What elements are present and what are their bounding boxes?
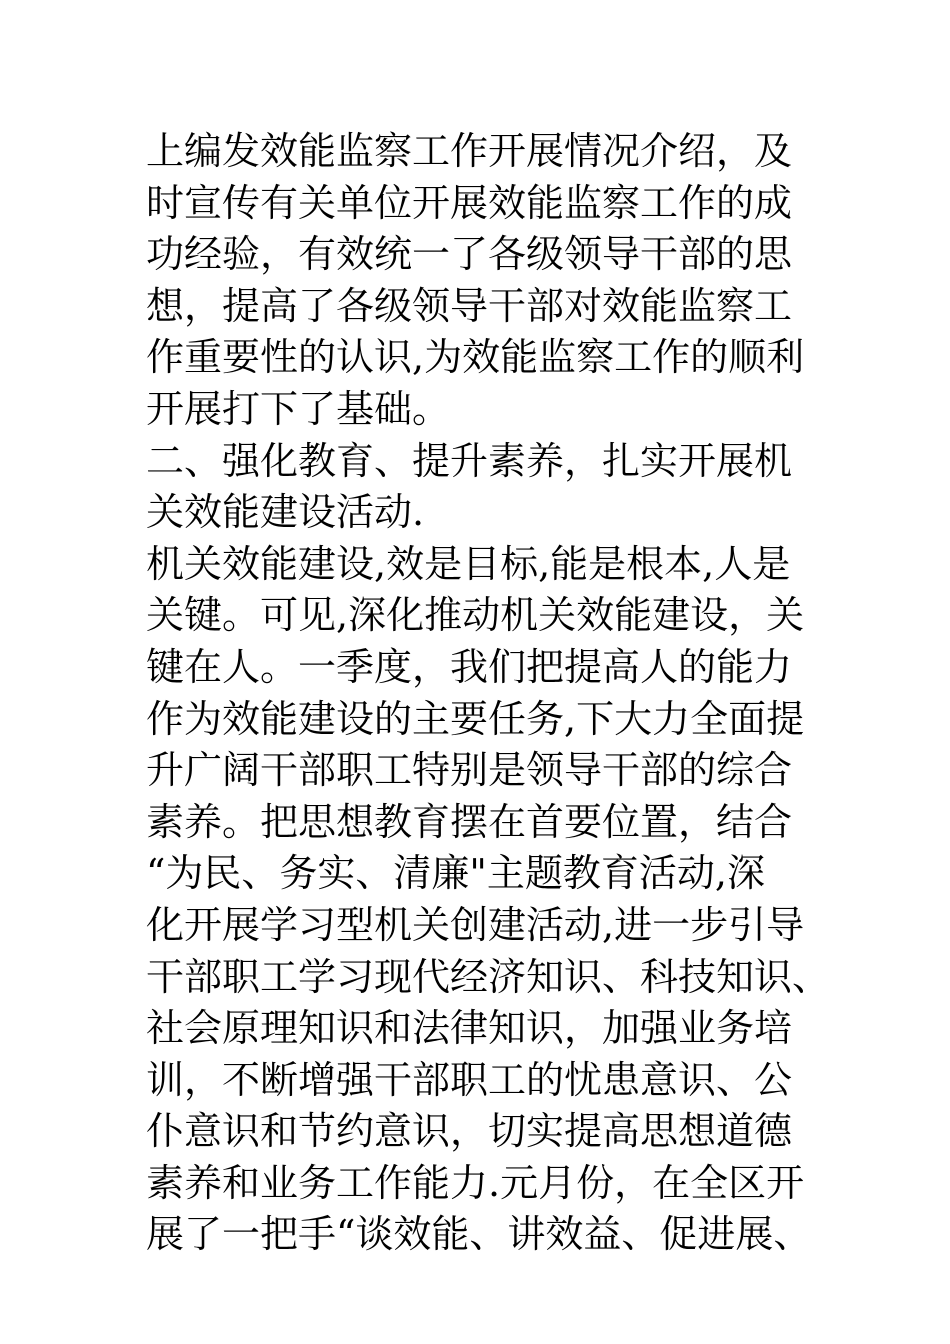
body-text	[146, 126, 831, 1261]
section-heading-line: 二、强化教育、提升素养，扎实开展机	[146, 438, 793, 483]
text-line: 升广阔干部职工特别是领导干部的综合	[146, 748, 793, 793]
text-line: 干部职工学习现代经济知识、科技知识、	[146, 954, 831, 999]
text-line: 上编发效能监察工作开展情况介绍，及	[146, 129, 793, 173]
text-line: 关键。可见,深化推动机关效能建设，关	[146, 593, 805, 638]
text-line: “为民、务实、清廉"主题教育活动,深	[146, 851, 765, 896]
text-line: 素养。把思想教育摆在首要位置，结合	[146, 799, 793, 844]
text-line: 素养和业务工作能力.元月份，在全区开	[146, 1160, 805, 1205]
text-line: 功经验，有效统一了各级领导干部的思	[146, 232, 793, 277]
text-line: 时宣传有关单位开展效能监察工作的成	[146, 180, 793, 225]
text-line: 训，不断增强干部职工的忧患意识、公	[146, 1057, 793, 1102]
text-line: 社会原理知识和法律知识，加强业务培	[146, 1006, 793, 1051]
section-heading-line: 关效能建设活动.	[146, 490, 425, 535]
text-line: 机关效能建设,效是目标,能是根本,人是	[146, 541, 791, 586]
text-line: 开展打下了基础。	[146, 386, 451, 431]
text-line: 作为效能建设的主要任务,下大力全面提	[146, 696, 805, 741]
text-line: 化开展学习型机关创建活动,进一步引导	[146, 902, 805, 947]
text-line: 想，提高了各级领导干部对效能监察工	[146, 283, 793, 328]
text-line: 展了一把手“谈效能、讲效益、促进展、	[146, 1212, 812, 1257]
text-line: 作重要性的认识,为效能监察工作的顺利	[146, 335, 805, 380]
text-line: 仆意识和节约意识，切实提高思想道德	[146, 1109, 793, 1154]
text-line: 键在人。一季度，我们把提高人的能力	[146, 644, 793, 689]
